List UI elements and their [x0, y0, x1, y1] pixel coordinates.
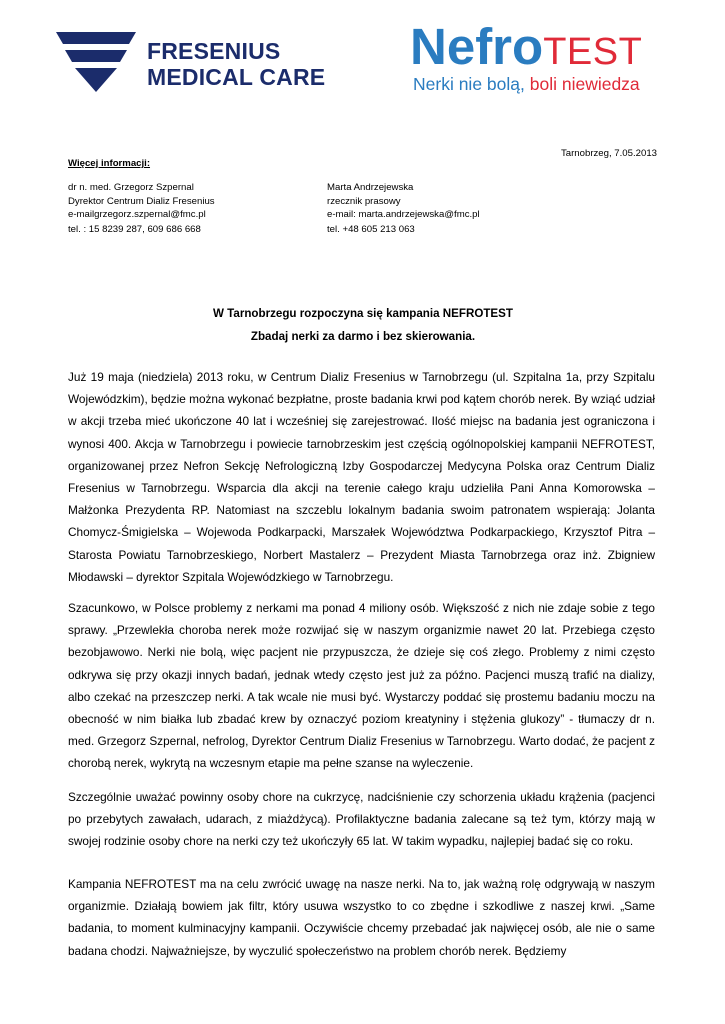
nefrotest-tagline	[413, 74, 640, 95]
contact-email: e-mail: marta.andrzejewska@fmc.pl	[327, 209, 480, 220]
nefrotest-title-nefro: Nefro	[410, 18, 544, 75]
fresenius-wordmark	[147, 38, 325, 90]
contact-role: Dyrektor Centrum Dializ Fresenius	[68, 195, 215, 207]
body-paragraph: Szacunkowo, w Polsce problemy z nerkami ma ponad 4 miliony osób. Większość z nich nie zdaje sobie z tego sprawy. „Przewlekła choroba nerek może rozwijać się w naszym organizmie nawet 20 lat. Przebiega często bezobjawowo. Nerki nie bolą, więc pacjent nie przypuszcza, że dzieje się coś złego. Problemy z nimi często odkrywa się przy okazji innych badań, jednak wtedy często jest już za późno. Pacjenci muszą trafić na dializy, albo czekać na przeszczep nerki. A tak wcale nie musi być. Wystarczy poddać się prostemu badaniu moczu na obecność w nim białka lub zbadać krew by oznaczyć poziom kreatyniny i stężenia glukozy” - tłumaczy dr n. med. Grzegorz Szpernal, nefrolog, Dyrektor Centrum Dializ Fresenius w Tarnobrzegu. Warto dodać, że pacjent z chorobą nerek, wykrytą na wczesnym etapie ma pełne szanse na wyleczenie.	[68, 601, 655, 771]
contact-phone: tel. +48 605 213 063	[327, 223, 415, 235]
nefrotest-logo	[410, 18, 670, 100]
headline-subtitle: Zbadaj nerki za darmo i bez skierowania.	[250, 330, 476, 343]
contact-email: e-mailgrzegorz.szpernal@fmc.pl	[68, 209, 206, 220]
nefrotest-title-test: TEST	[543, 31, 643, 73]
more-info-heading: Więcej informacji:	[68, 158, 151, 169]
fresenius-logo	[56, 30, 346, 94]
nefrotest-title	[410, 19, 642, 80]
contact-left	[68, 181, 308, 236]
contact-name: dr n. med. Grzegorz Szpernal	[68, 182, 194, 193]
contact-role: rzecznik prasowy	[327, 195, 401, 207]
headline-title: W Tarnobrzegu rozpoczyna się kampania NEFROTEST	[213, 307, 513, 320]
contact-right	[327, 181, 567, 236]
tagline-part1: Nerki nie bolą,	[413, 74, 530, 94]
body-paragraph: Kampania NEFROTEST ma na celu zwrócić uwagę na nasze nerki. Na to, jak ważną rolę odgrywają w naszym organizmie. Działają bowiem jak filtr, który usuwa wszystko to co zbędne i szkodliwe z naszej krwi. „Same badania, to moment kulminacyjny kampanii. Oczywiście chcemy przebadać jak najwięcej osób, ale nie o same badana chodzi. Najważniejsze, by wyczulić społeczeństwo na problem chorób nerek. Będziemy	[68, 877, 655, 958]
fresenius-line2: MEDICAL CARE	[147, 64, 326, 90]
contact-name: Marta Andrzejewska	[327, 182, 414, 193]
body-paragraph: Szczególnie uważać powinny osoby chore na cukrzycę, nadciśnienie czy schorzenia układu krążenia (pacjenci po przebytych zawałach, udarach, z miażdżycą). Profilaktyczne badania zalecane są też tym, którzy mają w swojej rodzinie osoby chore na nerki czy też ukończyły 65 lat. W takim wypadku, najlepiej badać się co roku.	[68, 790, 655, 849]
tagline-part2: boli niewiedza	[529, 74, 640, 94]
press-date: Tarnobrzeg, 7.05.2013	[560, 148, 657, 159]
contact-phone: tel. : 15 8239 287, 609 686 668	[68, 223, 201, 235]
body-paragraph: Już 19 maja (niedziela) 2013 roku, w Centrum Dializ Fresenius w Tarnobrzegu (ul. Szpitalna 1a, przy Szpitalu Wojewódzkim), będzie można wykonać bezpłatne, proste badania krwi pod kątem chorób nerek. By wziąć udział w akcji trzeba mieć ukończone 40 lat i wcześniej się zarejestrować. Ilość miejsc na badania jest ograniczona i wynosi 400. Akcja w Tarnobrzegu i powiecie tarnobrzeskim jest częścią ogólnopolskiej kampanii NEFROTEST, organizowanej przez Nefron Sekcję Nefrologiczną Izby Gospodarczej Medycyna Polska oraz Centrum Dializ Fresenius w Tarnobrzegu. Wsparcia dla akcji na terenie całego kraju udzieliła Pani Anna Komorowska – Małżonka Prezydenta RP. Natomiast na szczeblu lokalnym badania swoim patronatem wspierają: Jolanta Chomycz-Śmigielska – Wojewoda Podkarpacki, Marszałek Województwa Podkarpackiego, Krzysztof Pitra – Starosta Powiatu Tarnobrzeskiego, Norbert Mastalerz – Prezydent Miasta Tarnobrzega oraz inż. Zbigniew Młodawski – dyrektor Szpitala Wojewódzkiego w Tarnobrzegu.	[68, 370, 655, 584]
fresenius-mark-icon	[56, 30, 136, 94]
fresenius-line1: FRESENIUS	[147, 38, 281, 64]
